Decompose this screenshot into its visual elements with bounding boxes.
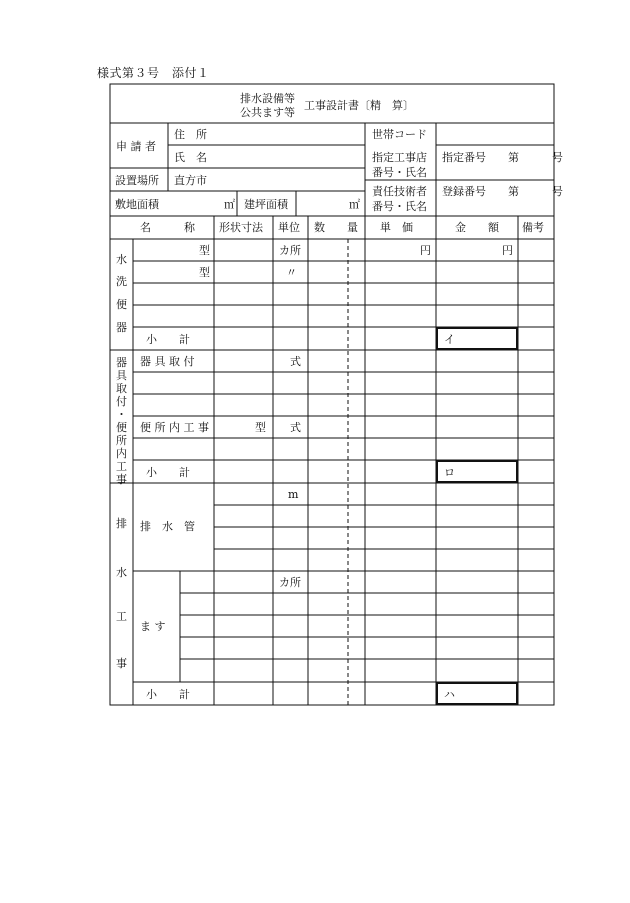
- toilet-yen-amount: 円: [502, 244, 513, 257]
- toilet-subtotal-label: 小 計: [146, 333, 190, 346]
- fixture-install-label: 器 具 取 付: [140, 355, 195, 368]
- col-unit-price: 単 価: [380, 221, 413, 234]
- drainage-section-char-3: 工: [116, 610, 127, 623]
- title-line1: 排水設備等: [240, 92, 295, 105]
- designation-number-label: 指定番号 第 号: [442, 151, 563, 164]
- fixtures-section-char-4: 付: [116, 395, 127, 408]
- name-label: 氏 名: [174, 151, 207, 164]
- toilet-interior-unit: 式: [290, 421, 301, 434]
- drainage-section-char-1: 排: [116, 517, 127, 530]
- designated-contractor-label-2: 番号・氏名: [372, 166, 427, 179]
- toilet-unit-ditto: 〃: [286, 266, 297, 279]
- install-site-value: 直方市: [174, 174, 207, 187]
- col-amount: 金 額: [455, 221, 499, 234]
- fixtures-section-char-9: 工: [116, 460, 127, 473]
- site-area-label: 敷地面積: [115, 198, 159, 211]
- toilet-section-char-4: 器: [116, 321, 127, 334]
- title-line2: 公共ます等: [240, 106, 295, 119]
- toilet-interior-type: 型: [255, 421, 266, 434]
- toilet-section-char-2: 洗: [116, 275, 127, 288]
- toilet-type-2: 型: [199, 266, 210, 279]
- fixture-install-unit: 式: [290, 355, 301, 368]
- toilet-interior-label: 便 所 内 工 事: [140, 421, 209, 434]
- toilet-yen-unit-price: 円: [420, 244, 431, 257]
- toilet-section-char-3: 便: [116, 298, 127, 311]
- building-area-label: 建坪面積: [244, 198, 288, 211]
- col-name: 名 称: [140, 221, 195, 234]
- fixtures-section-char-2: 具: [116, 369, 127, 382]
- title-suffix: 工事設計書〔精 算〕: [304, 99, 414, 112]
- fixtures-section-char-7: 所: [116, 434, 127, 447]
- form-number-label: 様式第３号 添付１: [97, 66, 210, 80]
- fixtures-section-char-8: 内: [116, 447, 127, 460]
- col-unit: 単位: [278, 221, 300, 234]
- col-qty: 数 量: [314, 221, 358, 234]
- drainage-section-char-2: 水: [116, 566, 127, 579]
- basin-label: ま す: [140, 620, 166, 633]
- toilet-type-1: 型: [199, 244, 210, 257]
- fixtures-section-char-5: ・: [116, 408, 127, 421]
- applicant-label: 申 請 者: [116, 140, 156, 153]
- registration-number-label: 登録番号 第 号: [442, 185, 563, 198]
- fixtures-section-char-6: 便: [116, 421, 127, 434]
- chief-engineer-label-1: 責任技術者: [372, 185, 427, 198]
- address-label: 住 所: [174, 128, 207, 141]
- drain-pipe-label: 排 水 管: [140, 520, 195, 533]
- col-remarks: 備考: [522, 221, 544, 234]
- fixtures-section-char-10: 事: [116, 473, 127, 486]
- col-shape: 形状寸法: [219, 221, 263, 234]
- fixtures-subtotal-label: 小 計: [146, 466, 190, 479]
- fixtures-subtotal-mark: ロ: [444, 466, 455, 479]
- fixtures-section-char-1: 器: [116, 356, 127, 369]
- toilet-subtotal-mark: イ: [444, 333, 455, 346]
- toilet-section-char-1: 水: [116, 253, 127, 266]
- basin-unit: カ所: [279, 576, 301, 589]
- install-site-label: 設置場所: [115, 174, 159, 187]
- drainage-section-char-4: 事: [116, 657, 127, 670]
- designated-contractor-label-1: 指定工事店: [372, 151, 427, 164]
- chief-engineer-label-2: 番号・氏名: [372, 200, 427, 213]
- fixtures-section-char-3: 取: [116, 382, 127, 395]
- drain-pipe-unit: m: [288, 488, 299, 501]
- toilet-unit-1: カ所: [279, 244, 301, 257]
- drainage-subtotal-mark: ハ: [444, 688, 455, 701]
- building-area-unit: ㎡: [349, 198, 360, 211]
- drainage-subtotal-label: 小 計: [146, 688, 190, 701]
- site-area-unit: ㎡: [224, 198, 235, 211]
- household-code-label: 世帯コード: [372, 128, 427, 141]
